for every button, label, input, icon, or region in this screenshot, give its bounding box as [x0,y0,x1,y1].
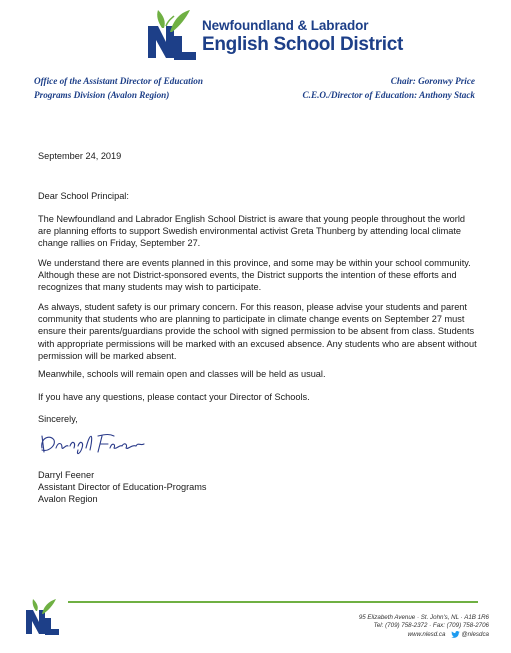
footer-contact [359,614,489,639]
twitter-icon [451,631,460,638]
office-line: Office of the Assistant Director of Education [34,76,203,86]
letter-salutation: Dear School Principal: [38,191,129,201]
handwritten-signature [36,428,148,458]
paragraph-4: Meanwhile, schools will remain open and classes will be held as usual. [38,369,326,379]
letter-date: September 24, 2019 [38,151,122,161]
signer-name: Darryl Feener [38,470,95,480]
division-line: Programs Division (Avalon Region) [34,90,170,100]
footer-web-line [359,631,489,640]
paragraph-3: As always, student safety is our primary concern. For this reason, please advise your students and parent community that students who are planning to participate in climate change events on September 27 must ensure their parents/guardians provide the school with signed permission to be absent from class. Students with appropriate permissions will be marked with an excused absence. Any students who are absent without permission will be marked absent. [38,302,477,361]
footer-logo-icon [24,596,60,640]
footer-divider [68,601,478,603]
paragraph-5: If you have any questions, please contact your Director of Schools. [38,392,310,402]
paragraph-2: We understand there are events planned in this province, and some may be within your school community. Although these are not District-sponsored events, the District supports the intention of these efforts and recognizes that many students may wish to participate. [38,258,471,293]
org-name-line2: English School District [202,34,404,55]
chair-line: Chair: Goronwy Price [390,76,475,86]
office-info [34,74,203,102]
ceo-line: C.E.O./Director of Education: Anthony Stack [302,90,475,100]
org-name-line1: Newfoundland & Labrador [202,18,369,33]
district-logo-mark-icon [144,6,198,62]
signer-title: Assistant Director of Education-Programs [38,482,207,492]
district-logo [144,6,404,62]
leadership-info [303,74,475,102]
letter-closing: Sincerely, [38,414,78,424]
paragraph-1: The Newfoundland and Labrador English School District is aware that young people throughout the world are planning efforts to support Swedish environmental activist Greta Thunberg by attending local climate change rallies on Friday, September 27. [38,214,465,249]
footer-website[interactable]: www.nlesd.ca [407,630,446,638]
footer-phone: Tel: (709) 758-2372 · Fax: (709) 758-2706 [373,622,489,630]
footer-twitter[interactable]: @nlesdca [461,630,489,638]
footer-address: 95 Elizabeth Avenue · St. John's, NL · A1B 1R6 [358,614,489,621]
signer-region: Avalon Region [38,494,98,504]
